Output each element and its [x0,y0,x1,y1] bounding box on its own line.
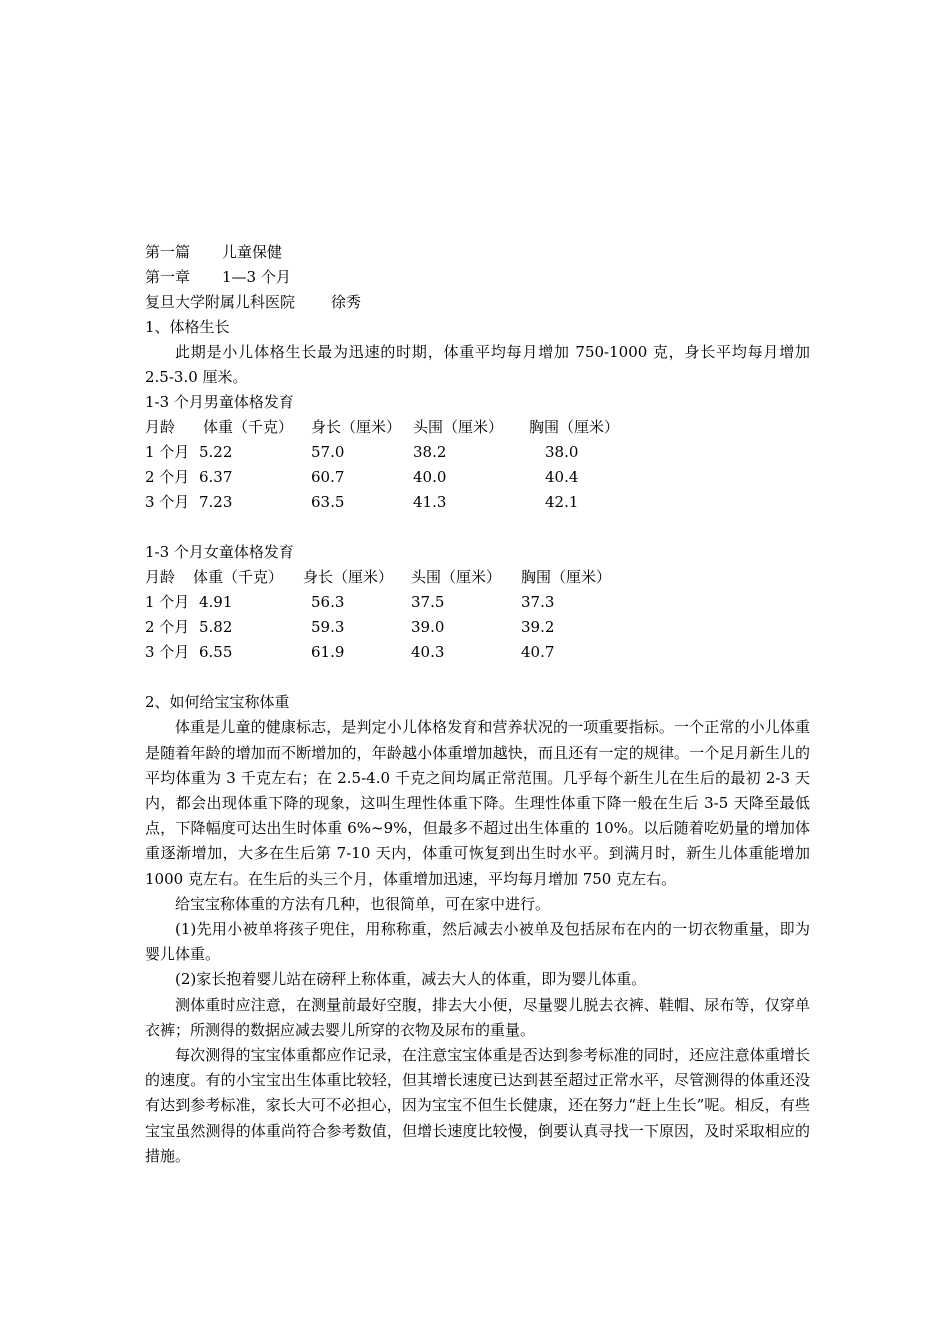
boys-cell-age: 3 个月 [145,493,190,512]
chapter-heading [145,265,810,290]
girls-table-title: 1-3 个月女童体格发育 [145,543,294,562]
boys-cell-weight: 7.23 [199,493,233,512]
girls-cell-chest: 40.7 [521,643,555,662]
girls-cell-age: 2 个月 [145,618,190,637]
chapter-label: 第一章 [145,268,191,286]
girls-header-head: 头围（厘米） [411,568,502,587]
section-2-title: 2、如何给宝宝称体重 [145,693,290,712]
girls-cell-head: 40.3 [411,643,445,662]
boys-cell-weight: 6.37 [199,468,233,487]
part-heading [145,240,810,265]
girls-cell-chest: 37.3 [521,593,555,612]
section-2-paragraph: 测体重时应注意，在测量前最好空腹，排去大小便，尽量婴儿脱去衣裤、鞋帽、尿布等，仅穿单衣裤；所测得的数据应减去婴儿所穿的衣物及尿布的重量。 [145,995,810,1039]
girls-header-weight: 体重（千克） [193,568,284,587]
girls-cell-age: 3 个月 [145,643,190,662]
boys-cell-chest: 42.1 [545,493,579,512]
boys-cell-length: 60.7 [311,468,345,487]
girls-cell-weight: 6.55 [199,643,233,662]
boys-cell-chest: 38.0 [545,443,579,462]
section-2-paragraph: 每次测得的宝宝体重都应作记录，在注意宝宝体重是否达到参考标准的同时，还应注意体重增长的速度。有的小宝宝出生体重比较轻，但其增长速度已达到甚至超过正常水平，尽管测得的体重还没有达到参考标准，家长大可不必担心，因为宝宝不但生长健康，还在努力“赶上生长”呢。相反，有些宝宝虽然测得的体重尚符合参考数值，但增长速度比较慢，倒要认真寻找一下原因，及时采取相应的措施。 [145,1046,810,1165]
table-row [145,490,810,515]
girls-cell-head: 37.5 [411,593,445,612]
author-line [145,290,810,315]
section-1-intro: 此期是小儿体格生长最为迅速的时期，体重平均每月增加 750-1000 克，身长平均每月增加 2.5-3.0 厘米。 [145,343,810,387]
boys-table-title: 1-3 个月男童体格发育 [145,393,294,412]
part-title: 儿童保健 [222,243,283,261]
girls-header-length: 身长（厘米） [303,568,394,587]
section-2-paragraph: (1)先用小被单将孩子兜住，用称称重，然后减去小被单及包括尿布在内的一切衣物重量，即为婴儿体重。 [145,920,810,964]
girls-cell-chest: 39.2 [521,618,555,637]
girls-cell-length: 56.3 [311,593,345,612]
boys-cell-age: 1 个月 [145,443,190,462]
boys-cell-chest: 40.4 [545,468,579,487]
section-1-title: 1、体格生长 [145,318,230,336]
girls-cell-age: 1 个月 [145,593,190,612]
girls-header-chest: 胸围（厘米） [521,568,612,587]
part-label: 第一篇 [145,243,191,261]
boys-growth-table [145,415,810,515]
boys-header-weight: 体重（千克） [203,418,294,437]
girls-cell-weight: 5.82 [199,618,233,637]
boys-header-age: 月龄 [145,418,176,437]
boys-cell-length: 57.0 [311,443,345,462]
boys-cell-head: 38.2 [413,443,447,462]
boys-header-length: 身长（厘米） [311,418,402,437]
boys-header-chest: 胸围（厘米） [529,418,620,437]
spacer [145,515,810,540]
girls-header-age: 月龄 [145,568,176,587]
boys-cell-age: 2 个月 [145,468,190,487]
table-row [145,615,810,640]
table-row [145,640,810,665]
girls-table-header [145,565,810,590]
table-row [145,440,810,465]
section-2-paragraph: (2)家长抱着婴儿站在磅秤上称体重，减去大人的体重，即为婴儿体重。 [175,970,647,989]
boys-cell-length: 63.5 [311,493,345,512]
boys-cell-head: 40.0 [413,468,447,487]
boys-cell-head: 41.3 [413,493,447,512]
girls-cell-length: 59.3 [311,618,345,637]
girls-cell-length: 61.9 [311,643,345,662]
boys-header-head: 头围（厘米） [413,418,504,437]
girls-growth-table [145,565,810,665]
girls-cell-weight: 4.91 [199,593,233,612]
chapter-title: 1—3 个月 [222,268,291,286]
institution: 复旦大学附属儿科医院 [145,293,296,311]
section-2-paragraph: 给宝宝称体重的方法有几种，也很简单，可在家中进行。 [175,894,551,913]
boys-cell-weight: 5.22 [199,443,233,462]
document-content [145,240,810,1169]
spacer [145,665,810,690]
author-name: 徐秀 [331,293,362,311]
boys-table-header [145,415,810,440]
girls-cell-head: 39.0 [411,618,445,637]
table-row [145,590,810,615]
table-row [145,465,810,490]
section-2-paragraph: 体重是儿童的健康标志，是判定小儿体格发育和营养状况的一项重要指标。一个正常的小儿体重是随着年龄的增加而不断增加的，年龄越小体重增加越快，而且还有一定的规律。一个足月新生儿的平均体重为 3 千克左右；在 2.5-4.0 千克之间均属正常范围。几乎每个新生儿在生后的最初 2-3 天内，都会出现体重下降的现象，这叫生理性体重下降。生理性体重下降一般在生后 3-5 天降至最低点，下降幅度可达出生时体重 6%~9%，但最多不超过出生体重的 10%。以后随着吃奶量的增加体重逐渐增加，大多在生后第 7-10 天内，体重可恢复到出生时水平。到满月时，新生儿体重能增加 1000 克左右。在生后的头三个月，体重增加迅速，平均每月增加 750 克左右。 [145,718,810,888]
